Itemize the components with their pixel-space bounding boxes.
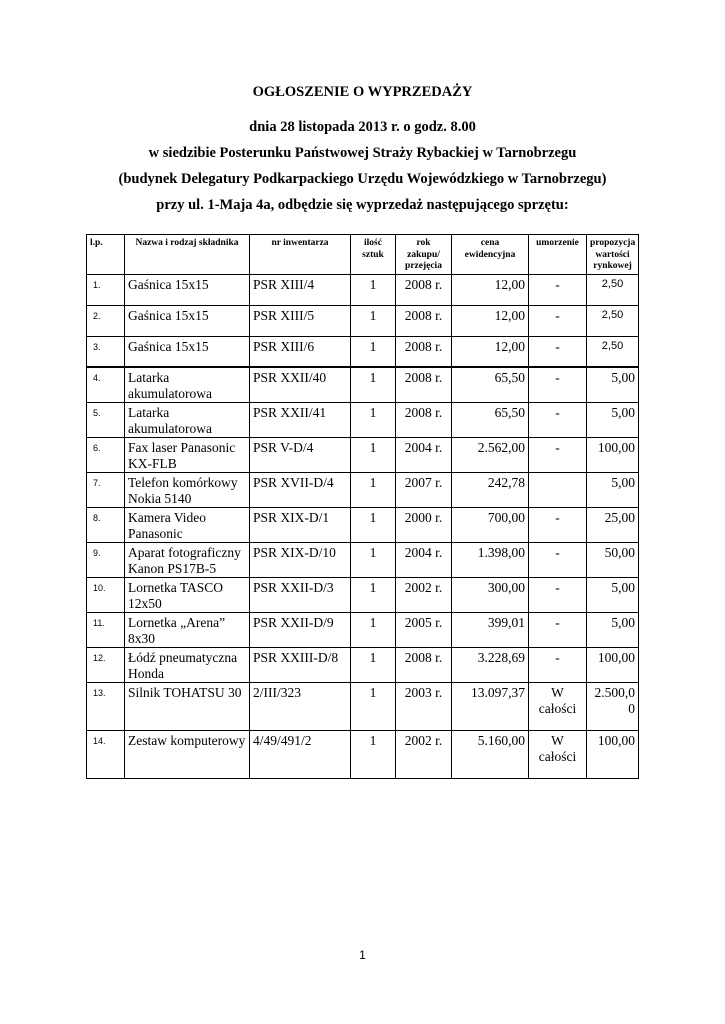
- cell-name: Aparat fotograficzny Kanon PS17B-5: [125, 543, 250, 578]
- cell-price: 3.228,69: [452, 648, 529, 683]
- cell-quantity: 1: [351, 648, 396, 683]
- cell-amortization: -: [529, 403, 587, 438]
- cell-year: 2008 r.: [396, 648, 452, 683]
- cell-quantity: 1: [351, 274, 396, 305]
- cell-name: Lornetka TASCO 12x50: [125, 578, 250, 613]
- cell-market-value: 5,00: [587, 367, 639, 403]
- header-lp: l.p.: [87, 235, 125, 275]
- cell-price: 700,00: [452, 508, 529, 543]
- cell-inventory: PSR XIII/6: [250, 336, 351, 367]
- cell-lp: 11.: [87, 613, 125, 648]
- table-row: [87, 543, 639, 578]
- table-row: [87, 578, 639, 613]
- cell-amortization: W całości: [529, 683, 587, 731]
- cell-quantity: 1: [351, 613, 396, 648]
- cell-price: 2.562,00: [452, 438, 529, 473]
- table-row: [87, 648, 639, 683]
- table-row: [87, 683, 639, 731]
- cell-price: 12,00: [452, 274, 529, 305]
- cell-lp: 1.: [87, 274, 125, 305]
- cell-inventory: PSR XIII/4: [250, 274, 351, 305]
- cell-market-value: 5,00: [587, 473, 639, 508]
- cell-lp: 2.: [87, 305, 125, 336]
- cell-quantity: 1: [351, 731, 396, 779]
- table-header-row: [87, 235, 639, 275]
- cell-name: Telefon komórkowy Nokia 5140: [125, 473, 250, 508]
- cell-lp: 14.: [87, 731, 125, 779]
- cell-market-value: 50,00: [587, 543, 639, 578]
- cell-year: 2008 r.: [396, 367, 452, 403]
- cell-inventory: PSR XXII-D/3: [250, 578, 351, 613]
- cell-year: 2008 r.: [396, 403, 452, 438]
- cell-quantity: 1: [351, 683, 396, 731]
- cell-name: Lornetka „Arena” 8x30: [125, 613, 250, 648]
- cell-lp: 4.: [87, 367, 125, 403]
- cell-year: 2003 r.: [396, 683, 452, 731]
- cell-year: 2007 r.: [396, 473, 452, 508]
- cell-year: 2005 r.: [396, 613, 452, 648]
- cell-year: 2002 r.: [396, 731, 452, 779]
- cell-quantity: 1: [351, 508, 396, 543]
- cell-inventory: PSR XXII/41: [250, 403, 351, 438]
- cell-lp: 13.: [87, 683, 125, 731]
- cell-amortization: -: [529, 336, 587, 367]
- table-row: [87, 403, 639, 438]
- cell-price: 300,00: [452, 578, 529, 613]
- cell-market-value: 2.500,00: [587, 683, 639, 731]
- header-amortization: umorzenie: [529, 235, 587, 275]
- cell-inventory: PSR XXII-D/9: [250, 613, 351, 648]
- cell-amortization: [529, 473, 587, 508]
- cell-amortization: -: [529, 508, 587, 543]
- cell-inventory: PSR XIX-D/1: [250, 508, 351, 543]
- cell-year: 2008 r.: [396, 274, 452, 305]
- table-row: [87, 367, 639, 403]
- cell-name: Gaśnica 15x15: [125, 274, 250, 305]
- cell-name: Silnik TOHATSU 30: [125, 683, 250, 731]
- header-name: Nazwa i rodzaj składnika: [125, 235, 250, 275]
- cell-year: 2002 r.: [396, 578, 452, 613]
- sale-date-line: dnia 28 listopada 2013 r. o godz. 8.00: [249, 119, 476, 135]
- cell-inventory: PSR XIX-D/10: [250, 543, 351, 578]
- cell-lp: 3.: [87, 336, 125, 367]
- cell-price: 242,78: [452, 473, 529, 508]
- cell-name: Latarka akumulatorowa: [125, 403, 250, 438]
- table-row: [87, 438, 639, 473]
- cell-market-value: 2,50: [587, 336, 639, 367]
- header-price: cena ewidencyjna: [452, 235, 529, 275]
- cell-quantity: 1: [351, 578, 396, 613]
- cell-lp: 9.: [87, 543, 125, 578]
- cell-amortization: -: [529, 648, 587, 683]
- cell-amortization: -: [529, 274, 587, 305]
- cell-name: Latarka akumulatorowa: [125, 367, 250, 403]
- cell-price: 399,01: [452, 613, 529, 648]
- cell-quantity: 1: [351, 305, 396, 336]
- cell-quantity: 1: [351, 473, 396, 508]
- cell-amortization: -: [529, 543, 587, 578]
- cell-price: 13.097,37: [452, 683, 529, 731]
- cell-quantity: 1: [351, 543, 396, 578]
- cell-amortization: -: [529, 438, 587, 473]
- cell-amortization: -: [529, 578, 587, 613]
- cell-name: Gaśnica 15x15: [125, 305, 250, 336]
- header-inventory: nr inwentarza: [250, 235, 351, 275]
- table-row: [87, 613, 639, 648]
- cell-lp: 7.: [87, 473, 125, 508]
- table-row: [87, 274, 639, 305]
- cell-inventory: 4/49/491/2: [250, 731, 351, 779]
- cell-market-value: 2,50: [587, 305, 639, 336]
- cell-year: 2004 r.: [396, 543, 452, 578]
- cell-amortization: W całości: [529, 731, 587, 779]
- cell-inventory: 2/III/323: [250, 683, 351, 731]
- cell-inventory: PSR XVII-D/4: [250, 473, 351, 508]
- document-title: OGŁOSZENIE O WYPRZEDAŻY: [252, 84, 473, 100]
- cell-lp: 8.: [87, 508, 125, 543]
- cell-price: 12,00: [452, 305, 529, 336]
- cell-price: 65,50: [452, 403, 529, 438]
- cell-market-value: 2,50: [587, 274, 639, 305]
- cell-year: 2008 r.: [396, 305, 452, 336]
- header-quantity: ilość sztuk: [351, 235, 396, 275]
- cell-market-value: 100,00: [587, 731, 639, 779]
- cell-year: 2000 r.: [396, 508, 452, 543]
- table-row: [87, 508, 639, 543]
- cell-name: Zestaw komputerowy: [125, 731, 250, 779]
- cell-amortization: -: [529, 613, 587, 648]
- cell-price: 5.160,00: [452, 731, 529, 779]
- building-line: (budynek Delegatury Podkarpackiego Urzędu Wojewódzkiego w Tarnobrzegu): [118, 171, 607, 187]
- cell-price: 12,00: [452, 336, 529, 367]
- table-row: [87, 473, 639, 508]
- cell-year: 2004 r.: [396, 438, 452, 473]
- cell-inventory: PSR XXII/40: [250, 367, 351, 403]
- table-row: [87, 731, 639, 779]
- table-row: [87, 305, 639, 336]
- cell-inventory: PSR XXIII-D/8: [250, 648, 351, 683]
- location-line: w siedzibie Posterunku Państwowej Straży Rybackiej w Tarnobrzegu: [148, 145, 577, 161]
- cell-lp: 6.: [87, 438, 125, 473]
- header-market-value: propozycja wartości rynkowej: [587, 235, 639, 275]
- cell-amortization: -: [529, 305, 587, 336]
- header-year: rok zakupu/ przejęcia: [396, 235, 452, 275]
- cell-inventory: PSR XIII/5: [250, 305, 351, 336]
- items-table: [86, 234, 639, 779]
- cell-year: 2008 r.: [396, 336, 452, 367]
- cell-market-value: 5,00: [587, 578, 639, 613]
- cell-quantity: 1: [351, 367, 396, 403]
- cell-inventory: PSR V-D/4: [250, 438, 351, 473]
- cell-name: Kamera Video Panasonic: [125, 508, 250, 543]
- cell-price: 1.398,00: [452, 543, 529, 578]
- cell-price: 65,50: [452, 367, 529, 403]
- cell-name: Gaśnica 15x15: [125, 336, 250, 367]
- cell-market-value: 5,00: [587, 403, 639, 438]
- cell-market-value: 100,00: [587, 438, 639, 473]
- cell-market-value: 5,00: [587, 613, 639, 648]
- cell-market-value: 100,00: [587, 648, 639, 683]
- cell-lp: 10.: [87, 578, 125, 613]
- cell-name: Fax laser Panasonic KX-FLB: [125, 438, 250, 473]
- cell-lp: 12.: [87, 648, 125, 683]
- cell-amortization: -: [529, 367, 587, 403]
- cell-quantity: 1: [351, 336, 396, 367]
- cell-quantity: 1: [351, 438, 396, 473]
- address-line: przy ul. 1-Maja 4a, odbędzie się wyprzedaż następującego sprzętu:: [156, 197, 569, 213]
- page-number: 1: [359, 948, 366, 962]
- table-row: [87, 336, 639, 367]
- cell-market-value: 25,00: [587, 508, 639, 543]
- cell-lp: 5.: [87, 403, 125, 438]
- cell-name: Łódź pneumatyczna Honda: [125, 648, 250, 683]
- cell-quantity: 1: [351, 403, 396, 438]
